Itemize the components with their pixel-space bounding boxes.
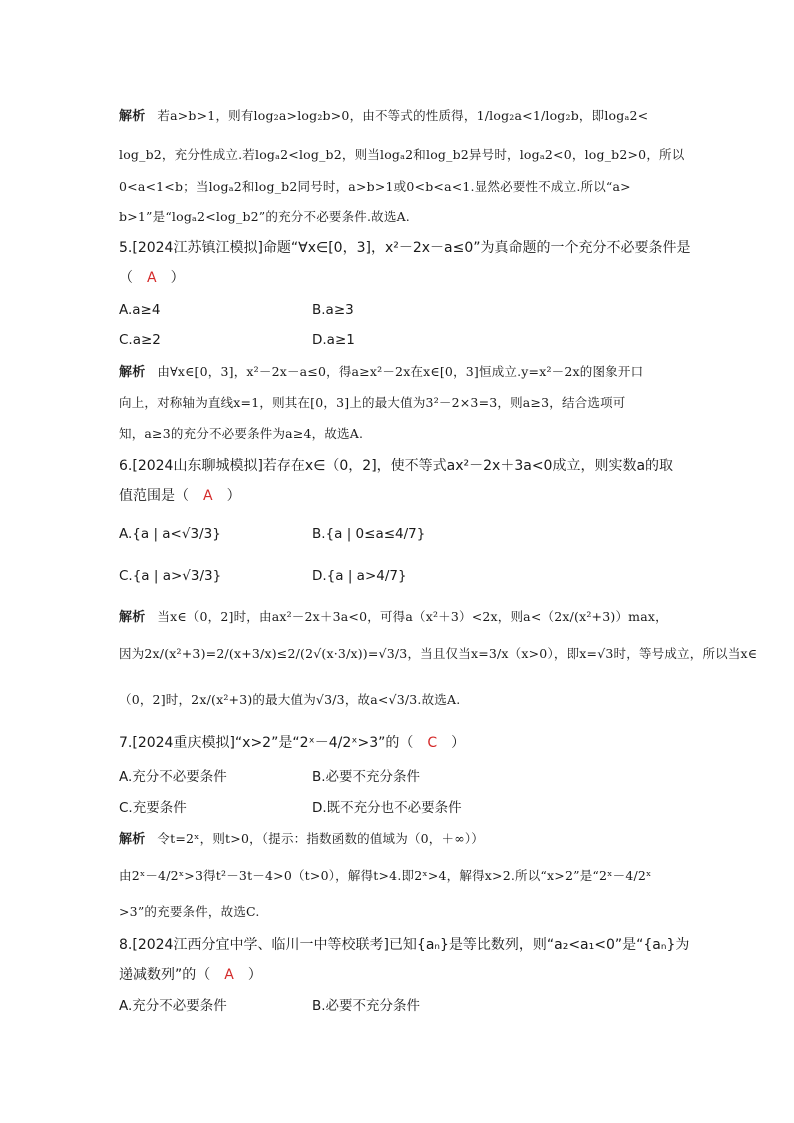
option-a: A.a≥4 xyxy=(119,302,161,318)
option-b: B.必要不充分条件 xyxy=(312,998,421,1014)
option-b: B.{a | 0≤a≤4/7} xyxy=(312,526,426,542)
option-c: C.{a | a>√3/3} xyxy=(119,568,222,584)
question-6-stem: 6.[2024山东聊城模拟]若存在x∈（0，2]，使不等式ax²－2x＋3a<0成立，则实数a的取 xyxy=(119,458,674,474)
question-5-stem: 5.[2024江苏镇江模拟]命题“∀x∈[0，3]，x²－2x－a≤0”为真命题的一个充分不必要条件是 xyxy=(119,240,691,256)
explanation-line: 0<a<1<b；当logₐ2和log_b2同号时，a>b>1或0<b<a<1.显然必要性不成立.所以“a> xyxy=(119,179,631,194)
explanation-line: （0，2]时，2x/(x²+3)的最大值为√3/3，故a<√3/3.故选A. xyxy=(119,692,461,707)
explanation-line: >3”的充要条件，故选C. xyxy=(119,904,260,919)
explanation-label: 解析 xyxy=(119,610,146,625)
option-c: C.充要条件 xyxy=(119,800,187,816)
option-a: A.充分不必要条件 xyxy=(119,769,227,785)
answer-mark: C xyxy=(427,735,438,751)
explanation-line: 知，a≥3的充分不必要条件为a≥4，故选A. xyxy=(119,426,364,441)
explanation-line: 解析 令t=2ˣ，则t>0，（提示：指数函数的值域为（0，＋∞）） xyxy=(119,831,484,847)
explanation-line: 解析 若a>b>1，则有log₂a>log₂b>0，由不等式的性质得，1/log₂a<1/log₂b，即logₐ2< xyxy=(119,108,649,124)
question-8-stem: 8.[2024江西分宜中学、临川一中等校联考]已知{aₙ}是等比数列，则“a₂<a₁<0”是“{aₙ}为 xyxy=(119,937,690,953)
explanation-label: 解析 xyxy=(119,365,146,380)
explanation-line: 解析 由∀x∈[0，3]，x²－2x－a≤0，得a≥x²－2x在x∈[0，3]恒成立.y=x²－2x的图象开口 xyxy=(119,364,644,380)
answer-mark: A xyxy=(147,270,157,286)
option-b: B.必要不充分条件 xyxy=(312,769,421,785)
question-8-stem-cont: 递减数列”的（ A ） xyxy=(119,967,262,983)
option-b: B.a≥3 xyxy=(312,302,354,318)
explanation-line: 解析 当x∈（0，2]时，由ax²－2x＋3a<0，可得a（x²＋3）<2x，则a<（2x/(x²+3)）max， xyxy=(119,609,668,625)
option-c: C.a≥2 xyxy=(119,332,161,348)
answer-mark: A xyxy=(224,967,234,983)
option-a: A.充分不必要条件 xyxy=(119,998,227,1014)
question-5-answer-line: （ A ） xyxy=(119,270,185,286)
explanation-label: 解析 xyxy=(119,832,146,847)
explanation-line: 由2ˣ－4/2ˣ>3得t²－3t－4>0（t>0），解得t>4.即2ˣ>4，解得x>2.所以“x>2”是“2ˣ－4/2ˣ xyxy=(119,868,652,883)
option-d: D.既不充分也不必要条件 xyxy=(312,800,462,816)
answer-mark: A xyxy=(203,488,213,504)
explanation-label: 解析 xyxy=(119,109,146,124)
explanation-line: 因为2x/(x²+3)=2/(x+3/x)≤2/(2√(x·3/x))=√3/3，当且仅当x=3/x（x>0），即x=√3时，等号成立，所以当x∈ xyxy=(119,646,758,661)
explanation-line: b>1”是“logₐ2<log_b2”的充分不必要条件.故选A. xyxy=(119,209,410,224)
option-a: A.{a | a<√3/3} xyxy=(119,526,221,542)
option-d: D.{a | a>4/7} xyxy=(312,568,407,584)
explanation-line: 向上，对称轴为直线x=1，则其在[0，3]上的最大值为3²－2×3=3，则a≥3，结合选项可 xyxy=(119,395,626,410)
question-7-stem: 7.[2024重庆模拟]“x>2”是“2ˣ－4/2ˣ>3”的（ C ） xyxy=(119,735,466,751)
option-d: D.a≥1 xyxy=(312,332,355,348)
explanation-line: log_b2，充分性成立.若logₐ2<log_b2，则当logₐ2和log_b2异号时，logₐ2<0，log_b2>0，所以 xyxy=(119,147,685,162)
question-6-stem-cont: 值范围是（ A ） xyxy=(119,488,241,504)
